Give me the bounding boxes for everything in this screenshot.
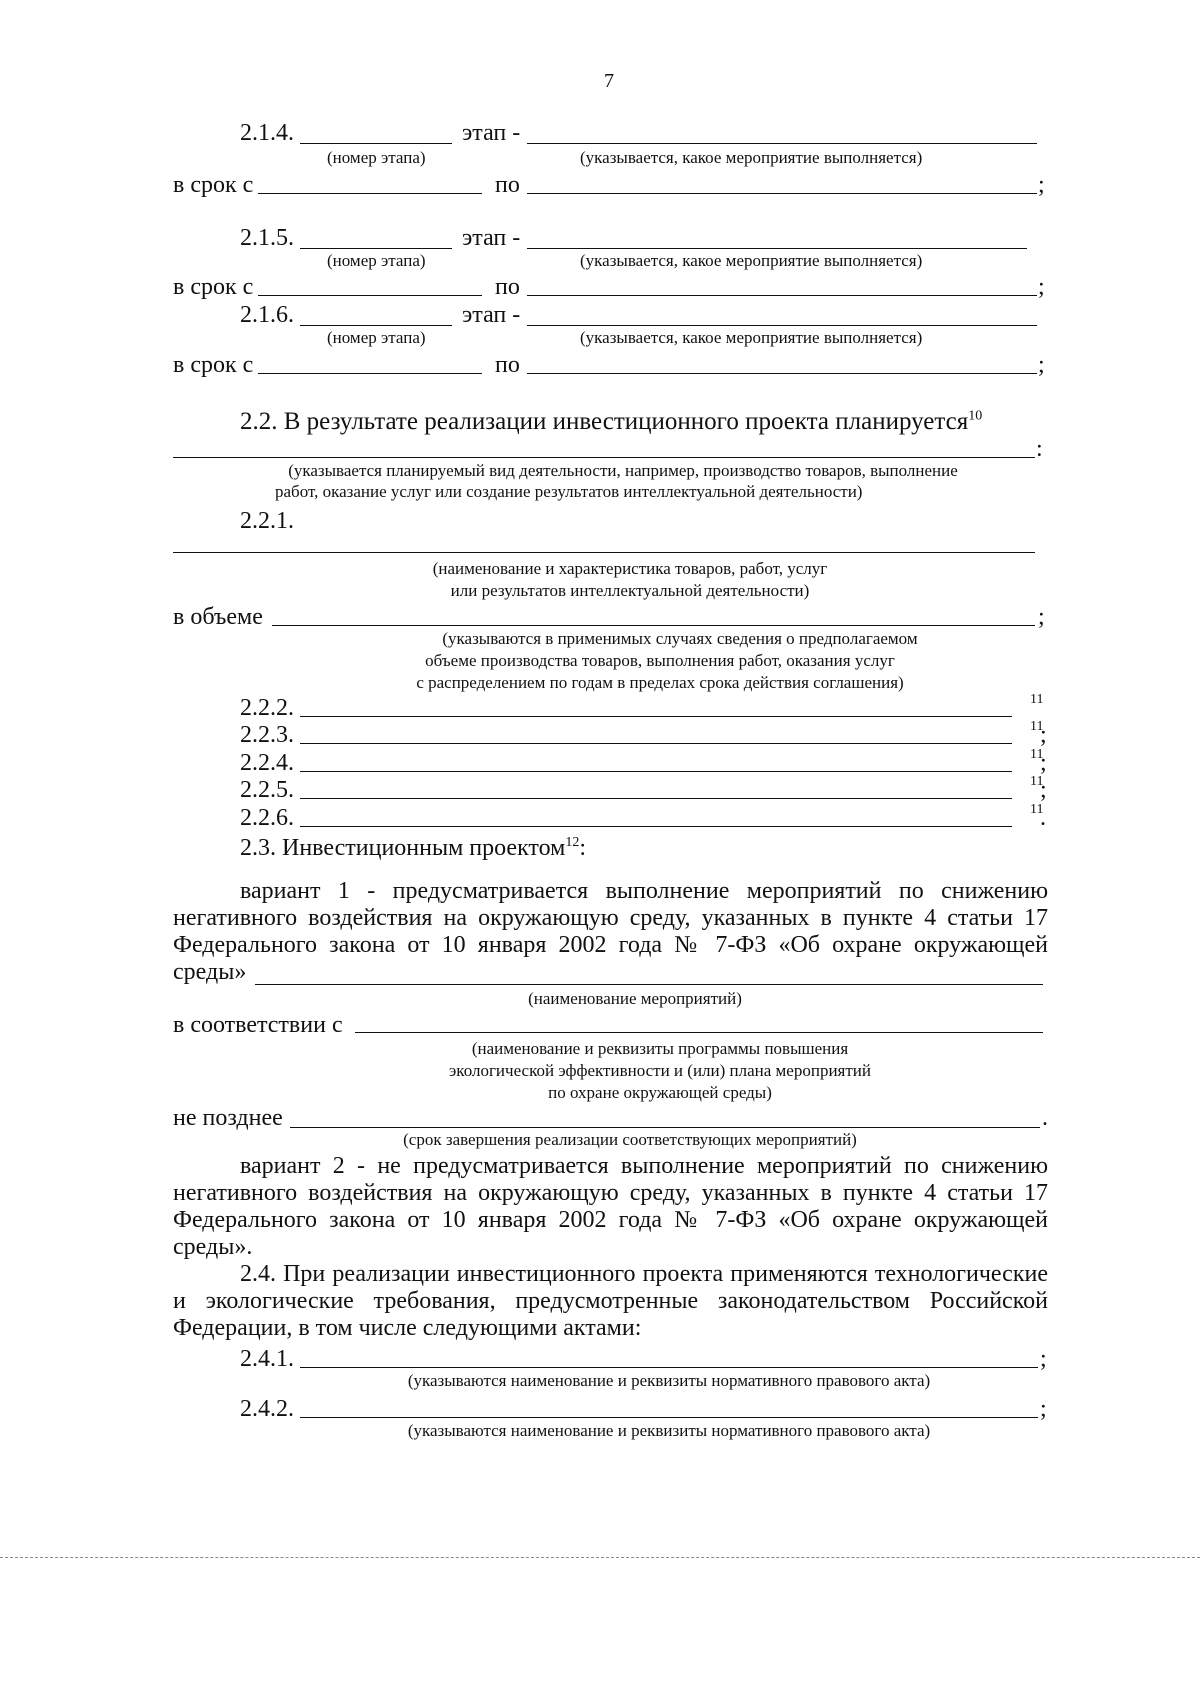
line-end: ; (1040, 777, 1047, 803)
footnote-ref: 11 (1030, 692, 1044, 707)
paragraph-line: негативного воздействия на окружающую среду, указанных в пункте 4 статьи 17 (173, 905, 1048, 931)
stage-label: этап - (462, 302, 521, 328)
term-from-label: в срок с (173, 172, 254, 198)
deadline-field[interactable] (290, 1127, 1040, 1128)
footnote-ref: 11 (1030, 802, 1044, 817)
caption-stage-number: (номер этапа) (327, 148, 426, 167)
item-field[interactable] (300, 826, 1012, 827)
stage-label: этап - (462, 225, 521, 251)
deadline-label: не позднее (173, 1105, 283, 1131)
section-2-3-heading (240, 835, 586, 862)
item-field[interactable] (300, 798, 1012, 799)
stage-number-field[interactable] (300, 248, 452, 249)
act-field[interactable] (300, 1417, 1038, 1418)
term-to-field[interactable] (527, 193, 1037, 194)
item-number: 2.4.1. (240, 1346, 294, 1372)
footnote-ref: 11 (1030, 719, 1044, 734)
caption-program-1: (наименование и реквизиты программы повышения (471, 1039, 849, 1058)
item-number: 2.2.2. (240, 695, 294, 721)
line-end: ; (1038, 604, 1045, 630)
item-field[interactable] (300, 771, 1012, 772)
item-number: 2.2.3. (240, 722, 294, 748)
paragraph-line: Федерального закона от 10 января 2002 года № 7-ФЗ «Об охране окружающей (173, 1207, 1048, 1233)
term-from-field[interactable] (258, 295, 482, 296)
line-end: ; (1038, 274, 1045, 300)
line-end: ; (1040, 1346, 1047, 1372)
term-to-label: по (495, 172, 520, 198)
according-label: в соответствии с (173, 1012, 343, 1038)
caption-deadline: (срок завершения реализации соответствующих мероприятий) (403, 1130, 857, 1149)
paragraph-line: вариант 1 - предусматривается выполнение мероприятий по снижению (240, 878, 1048, 904)
paragraph-line: негативного воздействия на окружающую среду, указанных в пункте 4 статьи 17 (173, 1180, 1048, 1206)
caption-goods-2: или результатов интеллектуальной деятельности) (450, 581, 810, 600)
paragraph-line: Федерации, в том числе следующими актами: (173, 1315, 642, 1341)
paragraph-line: среды» (173, 959, 247, 985)
caption-activity-2: работ, оказание услуг или создание результатов интеллектуальной деятельности) (275, 482, 863, 501)
line-end: ; (1040, 722, 1047, 748)
footnote-ref: 11 (1030, 747, 1044, 762)
line-end: ; (1038, 352, 1045, 378)
caption-events: (наименование мероприятий) (528, 989, 742, 1008)
stage-number-field[interactable] (300, 143, 452, 144)
term-to-label: по (495, 274, 520, 300)
caption-act: (указываются наименование и реквизиты нормативного правового акта) (407, 1371, 931, 1390)
term-from-label: в срок с (173, 352, 254, 378)
events-field[interactable] (255, 984, 1043, 985)
term-from-label: в срок с (173, 274, 254, 300)
line-end: . (1040, 805, 1046, 831)
item-number: 2.2.5. (240, 777, 294, 803)
heading-end: : (579, 835, 586, 861)
footnote-ref: 10 (968, 408, 983, 424)
term-from-field[interactable] (258, 373, 482, 374)
program-field[interactable] (355, 1032, 1043, 1033)
act-field[interactable] (300, 1367, 1038, 1368)
paragraph-line: Федерального закона от 10 января 2002 года № 7-ФЗ «Об охране окружающей (173, 932, 1048, 958)
stage-number-field[interactable] (300, 325, 452, 326)
activity-type-field[interactable] (173, 457, 1035, 458)
item-2-2-1: 2.2.1. (240, 508, 294, 534)
line-end: ; (1040, 1396, 1047, 1422)
stage-event-field[interactable] (527, 248, 1027, 249)
page-bottom-divider (0, 1557, 1200, 1558)
line-end: ; (1040, 750, 1047, 776)
term-to-field[interactable] (527, 295, 1037, 296)
caption-stage-event: (указывается, какое мероприятие выполняется) (580, 148, 923, 167)
paragraph-line: 2.4. При реализации инвестиционного проекта применяются технологические (240, 1261, 1048, 1287)
caption-program-2: экологической эффективности и (или) плана мероприятий (449, 1061, 871, 1080)
stage-event-field[interactable] (527, 325, 1037, 326)
caption-volume-1: (указываются в применимых случаях сведения о предполагаемом (442, 629, 918, 648)
heading-text: 2.2. В результате реализации инвестиционного проекта планируется (240, 408, 969, 435)
page-number: 7 (604, 70, 614, 92)
footnote-ref: 12 (565, 835, 580, 850)
line-end: ; (1038, 172, 1045, 198)
caption-stage-number: (номер этапа) (327, 251, 426, 270)
term-from-field[interactable] (258, 193, 482, 194)
item-number: 2.4.2. (240, 1396, 294, 1422)
item-field[interactable] (300, 716, 1012, 717)
caption-goods-1: (наименование и характеристика товаров, работ, услуг (432, 559, 828, 578)
line-end: : (1036, 436, 1043, 462)
footnote-ref: 11 (1030, 774, 1044, 789)
caption-act: (указываются наименование и реквизиты нормативного правового акта) (407, 1421, 931, 1440)
item-field[interactable] (300, 743, 1012, 744)
paragraph-line: вариант 2 - не предусматривается выполнение мероприятий по снижению (240, 1153, 1048, 1179)
paragraph-line: среды». (173, 1234, 253, 1260)
heading-text: 2.3. Инвестиционным проектом (240, 835, 566, 861)
stage-number: 2.1.6. (240, 302, 294, 328)
goods-field[interactable] (173, 552, 1035, 553)
caption-stage-number: (номер этапа) (327, 328, 426, 347)
caption-volume-2: объеме производства товаров, выполнения работ, оказания услуг (425, 651, 895, 670)
item-number: 2.2.4. (240, 750, 294, 776)
stage-number: 2.1.4. (240, 120, 294, 146)
volume-field[interactable] (272, 625, 1035, 626)
paragraph-line: и экологические требования, предусмотренные законодательством Российской (173, 1288, 1048, 1314)
stage-number: 2.1.5. (240, 225, 294, 251)
term-to-label: по (495, 352, 520, 378)
caption-stage-event: (указывается, какое мероприятие выполняется) (580, 251, 923, 270)
caption-activity-1: (указывается планируемый вид деятельности, например, производство товаров, выполнение (288, 461, 958, 480)
caption-program-3: по охране окружающей среды) (548, 1083, 772, 1102)
term-to-field[interactable] (527, 373, 1037, 374)
volume-label: в объеме (173, 604, 263, 630)
section-2-2-heading (240, 408, 982, 435)
stage-label: этап - (462, 120, 521, 146)
caption-stage-event: (указывается, какое мероприятие выполняется) (580, 328, 923, 347)
stage-event-field[interactable] (527, 143, 1037, 144)
line-end: . (1042, 1105, 1048, 1131)
item-number: 2.2.6. (240, 805, 294, 831)
caption-volume-3: с распределением по годам в пределах срока действия соглашения) (416, 673, 904, 692)
